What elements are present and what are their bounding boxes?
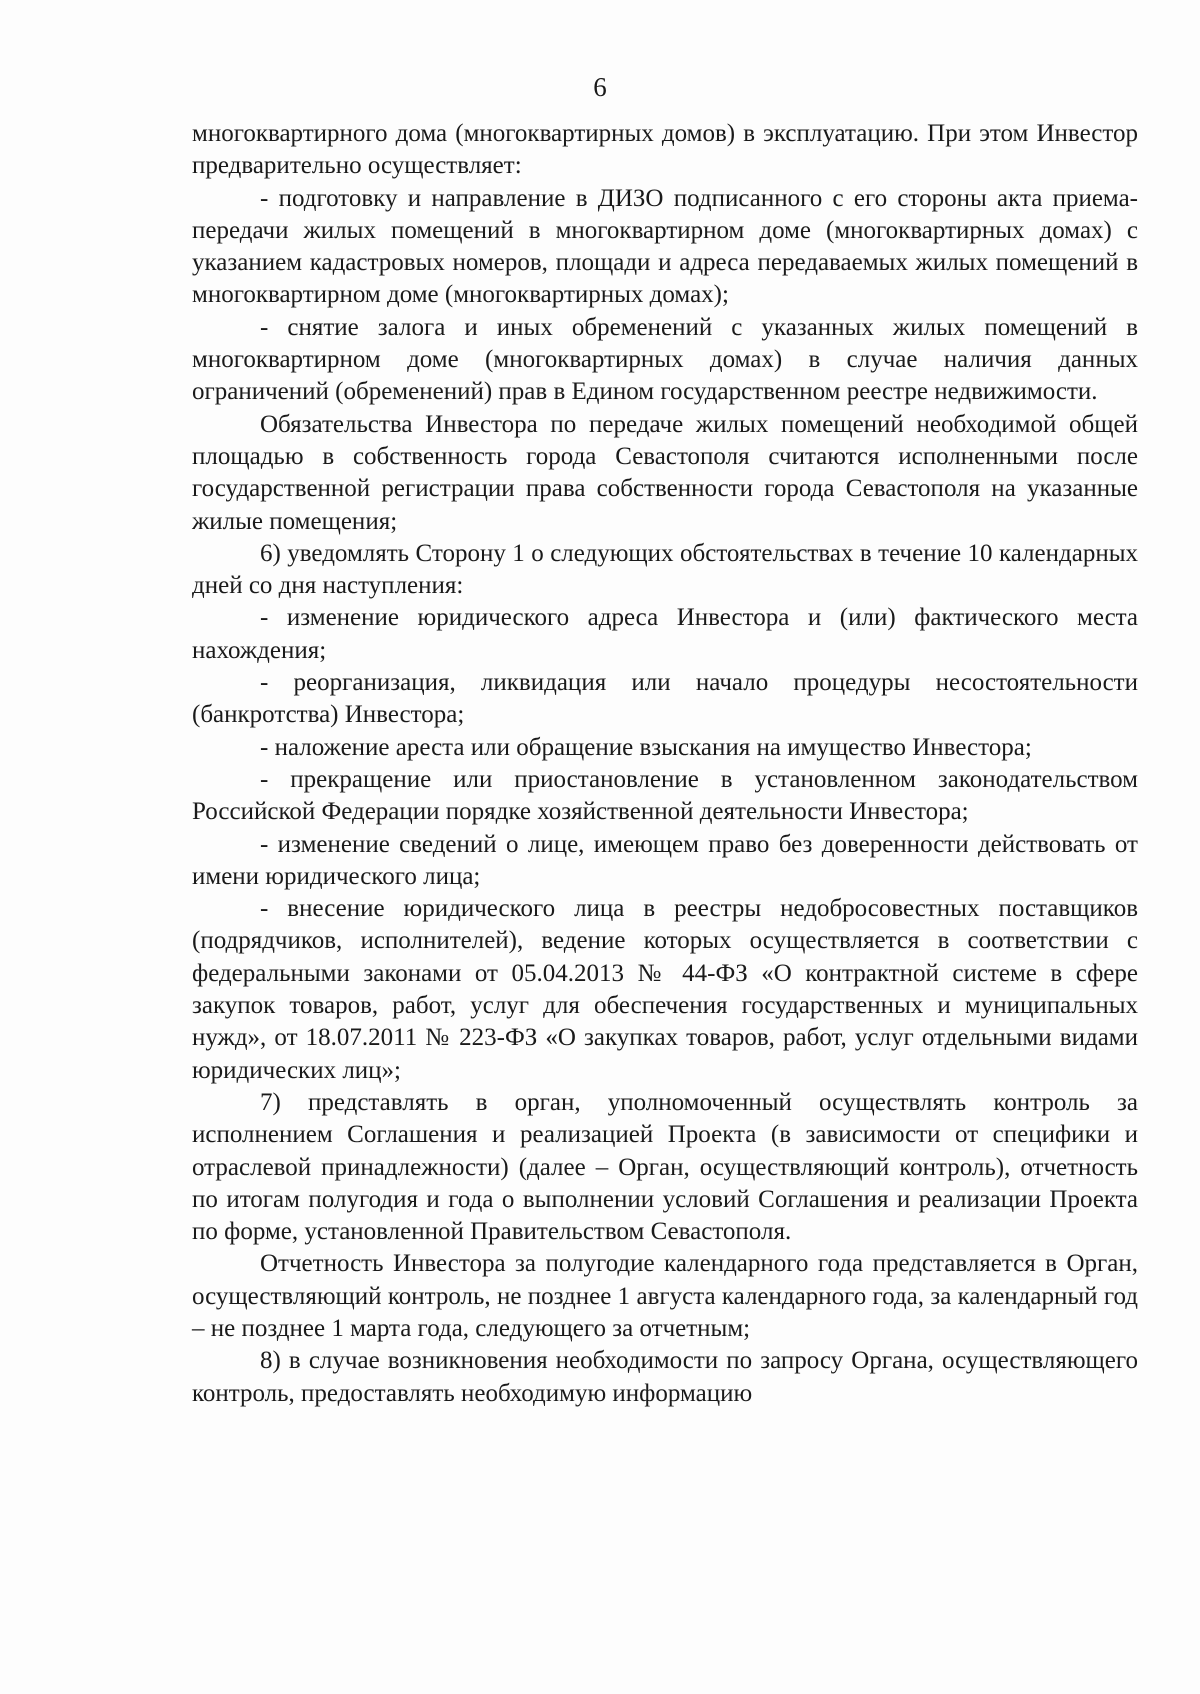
- paragraph-item-6: 6) уведомлять Сторону 1 о следующих обстоятельствах в течение 10 календарных дней со дня наступления:: [192, 539, 1138, 600]
- paragraph-reporting: Отчетность Инвестора за полугодие календарного года представляется в Орган, осуществляющий контроль, не позднее 1 августа календарного года, за календарный год – не позднее 1 марта года, следующего за отчетным;: [192, 1250, 1138, 1342]
- document-body: [192, 118, 1138, 1410]
- paragraph-address-change: - изменение юридического адреса Инвестора и (или) фактического места нахождения;: [192, 604, 1138, 664]
- paragraph-suspension: - прекращение или приостановление в установленном законодательством Российской Федерации порядке хозяйственной деятельности Инвестора;: [192, 765, 1138, 826]
- paragraph-obligations-fulfilled: Обязательства Инвестора по передаче жилых помещений необходимой общей площадью в собственность города Севастополя считаются исполненными после государственной регистрации права собственности города Севастополя на указанные жилые помещения;: [192, 410, 1138, 535]
- paragraph-item-7: 7) представлять в орган, уполномоченный осуществлять контроль за исполнением Соглашения и реализацией Проекта (в зависимости от специфики и отраслевой принадлежности) (далее – Орган, осуществляющий контроль), отчетность по итогам полугодия и года о выполнении условий Соглашения и реализации Проекта по форме, установленной Правительством Севастополя.: [192, 1088, 1138, 1246]
- paragraph-person-change: - изменение сведений о лице, имеющем право без доверенности действовать от имени юридического лица;: [192, 830, 1138, 890]
- page-number: 6: [593, 72, 607, 102]
- paragraph-continuation: многоквартирного дома (многоквартирных домов) в эксплуатацию. При этом Инвестор предварительно осуществляет:: [192, 120, 1138, 180]
- paragraph-act-transfer: - подготовку и направление в ДИЗО подписанного с его стороны акта приема-передачи жилых помещений в многоквартирном доме (многоквартирных домах) с указанием кадастровых номеров, площади и адреса передаваемых жилых помещений в многоквартирном доме (многоквартирных домах);: [192, 184, 1138, 309]
- paragraph-reorganization: - реорганизация, ликвидация или начало процедуры несостоятельности (банкротства) Инвестора;: [192, 669, 1138, 729]
- paragraph-registry: - внесение юридического лица в реестры недобросовестных поставщиков (подрядчиков, исполнителей), ведение которых осуществляется в соответствии с федеральными законами от 05.04.2013 № 44-ФЗ «О контрактной системе в сфере закупок товаров, работ, услуг для обеспечения государственных и муниципальных нужд», от 18.07.2011 № 223-ФЗ «О закупках товаров, работ, услуг отдельными видами юридических лиц»;: [192, 895, 1138, 1084]
- paragraph-pledge-removal: - снятие залога и иных обременений с указанных жилых помещений в многоквартирном доме (многоквартирных домах) в случае наличия данных ограничений (обременений) прав в Едином государственном реестре недвижимости.: [192, 313, 1138, 406]
- paragraph-item-8: 8) в случае возникновения необходимости по запросу Органа, осуществляющего контроль, предоставлять необходимую информацию: [192, 1347, 1138, 1407]
- paragraph-arrest: - наложение ареста или обращение взыскания на имущество Инвестора;: [260, 733, 1032, 761]
